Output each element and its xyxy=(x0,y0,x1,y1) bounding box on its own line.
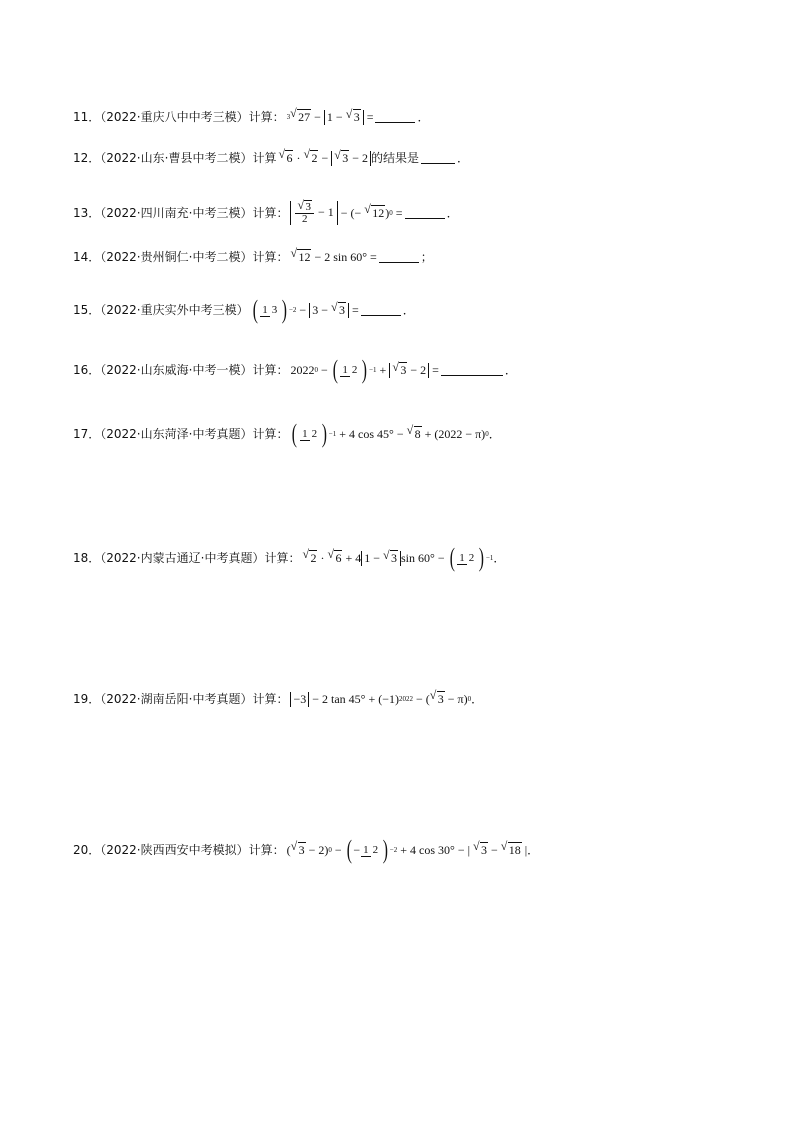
question-15-expression: ( 1 3 ) −2 − 3 − √ 3 = xyxy=(251,297,403,323)
answer-blank[interactable] xyxy=(379,252,419,263)
answer-blank[interactable] xyxy=(441,365,503,376)
question-20-lead: 20．（2022·陕西西安中考模拟）计算： xyxy=(73,843,285,857)
question-20-end: ． xyxy=(527,843,540,857)
question-17-end: ． xyxy=(488,427,501,441)
question-14-end: ； xyxy=(420,250,433,264)
question-17-expression: ( 1 2 ) −1 + 4 cos 45° − √ 8 + (2022 − π) 0 xyxy=(292,419,489,448)
question-16 xyxy=(73,357,517,383)
question-19 xyxy=(73,688,484,707)
question-15-lead: 15．（2022·重庆实外中考三模） xyxy=(73,303,249,317)
question-12 xyxy=(73,147,470,166)
question-18 xyxy=(73,545,505,571)
question-16-lead: 16．（2022·山东威海·中考一模）计算： xyxy=(73,363,289,377)
question-18-lead: 18．（2022·内蒙古通辽·中考真题）计算： xyxy=(73,551,301,565)
question-11-lead: 11．（2022·重庆八中中考三模）计算： xyxy=(73,110,285,124)
question-19-expression: −3 − 2 tan 45° + (−1) 2022 − ( √ 3 − π) 0 xyxy=(290,691,471,707)
question-11 xyxy=(73,106,430,125)
question-15 xyxy=(73,297,415,323)
question-13-lead: 13．（2022·四川南充·中考三模）计算： xyxy=(73,206,289,220)
question-19-lead: 19．（2022·湖南岳阳·中考真题）计算： xyxy=(73,692,289,706)
question-11-expression: 3 √ 27 − 1 − √ 3 = xyxy=(287,109,418,125)
question-12-lead: 12．（2022·山东·曹县中考二模）计算 xyxy=(73,151,277,165)
question-17-lead: 17．（2022·山东菏泽·中考真题）计算： xyxy=(73,427,289,441)
question-18-expression: √ 2 · √ 6 + 4 1 − √ 3 sin 60° − ( 1 2 ) −1 xyxy=(302,543,494,572)
question-12-expression: √ 6 · √ 2 − √ 3 − 2 xyxy=(278,150,371,166)
question-20 xyxy=(73,837,539,863)
question-19-end: ． xyxy=(471,692,484,706)
question-14 xyxy=(73,246,433,265)
question-12-end: ． xyxy=(457,151,470,165)
question-14-expression: √ 12 − 2 sin 60° = xyxy=(290,249,420,265)
question-16-expression: 2022 0 − ( 1 2 ) −1 + √ 3 − 2 = xyxy=(290,357,504,383)
question-20-expression: ( √ 3 − 2) 0 − ( − 1 2 ) −2 + 4 cos 30° − | √ 3 − √ 18 | xyxy=(286,835,528,864)
question-13 xyxy=(73,198,459,225)
question-17 xyxy=(73,421,501,447)
question-14-lead: 14．（2022·贵州铜仁·中考二模）计算： xyxy=(73,250,289,264)
question-12-mid: 的结果是 xyxy=(371,151,420,165)
question-16-end: ． xyxy=(504,363,517,377)
answer-blank[interactable] xyxy=(405,208,445,219)
answer-blank[interactable] xyxy=(361,305,401,316)
question-13-end: ． xyxy=(446,206,459,220)
answer-blank[interactable] xyxy=(375,112,415,123)
question-13-expression: √ 3 2 − 1 − (− √ 12) 0 = xyxy=(290,201,446,225)
question-15-end: ． xyxy=(402,303,415,317)
question-11-end: ． xyxy=(417,110,430,124)
question-18-end: ． xyxy=(493,551,506,565)
answer-blank[interactable] xyxy=(421,153,455,164)
